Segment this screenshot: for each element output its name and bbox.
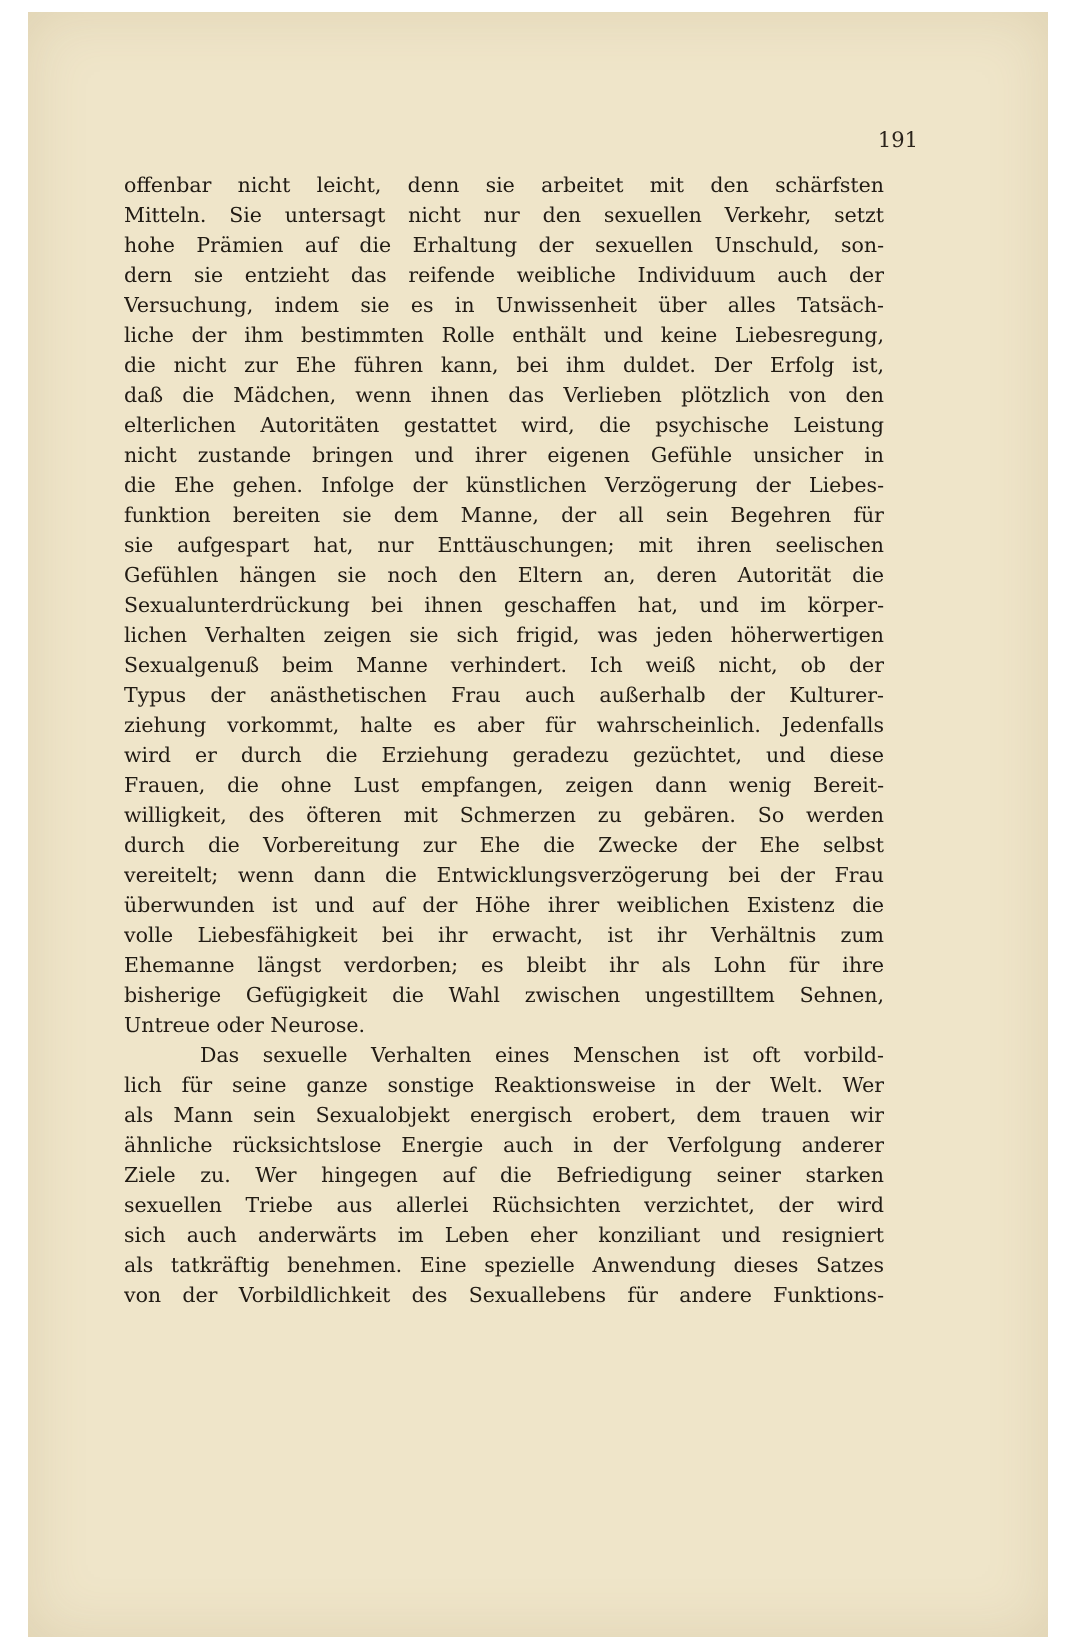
paragraph-end-line: Untreue oder Neurose. — [124, 1013, 365, 1037]
text-line: wird er durch die Erziehung geradezu gezüchtet, und diese — [124, 743, 884, 767]
text-line: hohe Prämien auf die Erhaltung der sexuellen Unschuld, son- — [124, 233, 884, 257]
text-line: Typus der anästhetischen Frau auch außerhalb der Kulturer- — [124, 683, 884, 707]
text-line: daß die Mädchen, wenn ihnen das Verlieben plötzlich von den — [124, 383, 884, 407]
text-line: die Ehe gehen. Infolge der künstlichen Verzögerung der Liebes- — [124, 473, 884, 497]
text-line: sexuellen Triebe aus allerlei Rüchsichten verzichtet, der wird — [124, 1193, 884, 1217]
text-line: überwunden ist und auf der Höhe ihrer weiblichen Existenz die — [124, 893, 884, 917]
text-line: willigkeit, des öfteren mit Schmerzen zu gebären. So werden — [124, 803, 884, 827]
text-line: nicht zustande bringen und ihrer eigenen Gefühle unsicher in — [124, 443, 884, 467]
text-line: Sexualgenuß beim Manne verhindert. Ich weiß nicht, ob der — [124, 653, 884, 677]
text-line: bisherige Gefügigkeit die Wahl zwischen ungestilltem Sehnen, — [124, 983, 884, 1007]
text-line: dern sie entzieht das reifende weibliche Individuum auch der — [124, 263, 884, 287]
body-text — [124, 170, 884, 1310]
text-line: Frauen, die ohne Lust empfangen, zeigen dann wenig Bereit- — [124, 773, 884, 797]
text-line: sich auch anderwärts im Leben eher konziliant und resigniert — [124, 1223, 884, 1247]
text-line: ziehung vorkommt, halte es aber für wahrscheinlich. Jedenfalls — [124, 713, 884, 737]
text-line: Gefühlen hängen sie noch den Eltern an, deren Autorität die — [124, 563, 884, 587]
text-line: Ehemanne längst verdorben; es bleibt ihr als Lohn für ihre — [124, 953, 884, 977]
text-line: sie aufgespart hat, nur Enttäuschungen; mit ihren seelischen — [124, 533, 884, 557]
text-line: funktion bereiten sie dem Manne, der all sein Begehren für — [124, 503, 884, 527]
text-line: Ziele zu. Wer hingegen auf die Befriedigung seiner starken — [124, 1163, 884, 1187]
text-line: offenbar nicht leicht, denn sie arbeitet mit den schärfsten — [124, 173, 884, 197]
paragraph-start-line: Das sexuelle Verhalten eines Menschen ist oft vorbild- — [200, 1043, 884, 1067]
text-line: Sexualunterdrückung bei ihnen geschaffen hat, und im körper- — [124, 593, 884, 617]
text-line: volle Liebesfähigkeit bei ihr erwacht, ist ihr Verhältnis zum — [124, 923, 884, 947]
text-line: die nicht zur Ehe führen kann, bei ihm duldet. Der Erfolg ist, — [124, 353, 884, 377]
text-line: als Mann sein Sexualobjekt energisch erobert, dem trauen wir — [124, 1103, 884, 1127]
text-line: lichen Verhalten zeigen sie sich frigid, was jeden höherwertigen — [124, 623, 884, 647]
text-line: von der Vorbildlichkeit des Sexuallebens für andere Funktions- — [124, 1283, 884, 1307]
text-line: Versuchung, indem sie es in Unwissenheit über alles Tatsäch- — [124, 293, 884, 317]
text-line: Mitteln. Sie untersagt nicht nur den sexuellen Verkehr, setzt — [124, 203, 884, 227]
text-line: lich für seine ganze sonstige Reaktionsweise in der Welt. Wer — [124, 1073, 884, 1097]
text-line: durch die Vorbereitung zur Ehe die Zwecke der Ehe selbst — [124, 833, 884, 857]
text-line: vereitelt; wenn dann die Entwicklungsverzögerung bei der Frau — [124, 863, 884, 887]
text-line: ähnliche rücksichtslose Energie auch in der Verfolgung anderer — [124, 1133, 884, 1157]
text-line: elterlichen Autoritäten gestattet wird, die psychische Leistung — [124, 413, 884, 437]
text-line: als tatkräftig benehmen. Eine spezielle Anwendung dieses Satzes — [124, 1253, 884, 1277]
text-line: liche der ihm bestimmten Rolle enthält und keine Liebesregung, — [124, 323, 884, 347]
page-number: 191 — [877, 128, 918, 152]
